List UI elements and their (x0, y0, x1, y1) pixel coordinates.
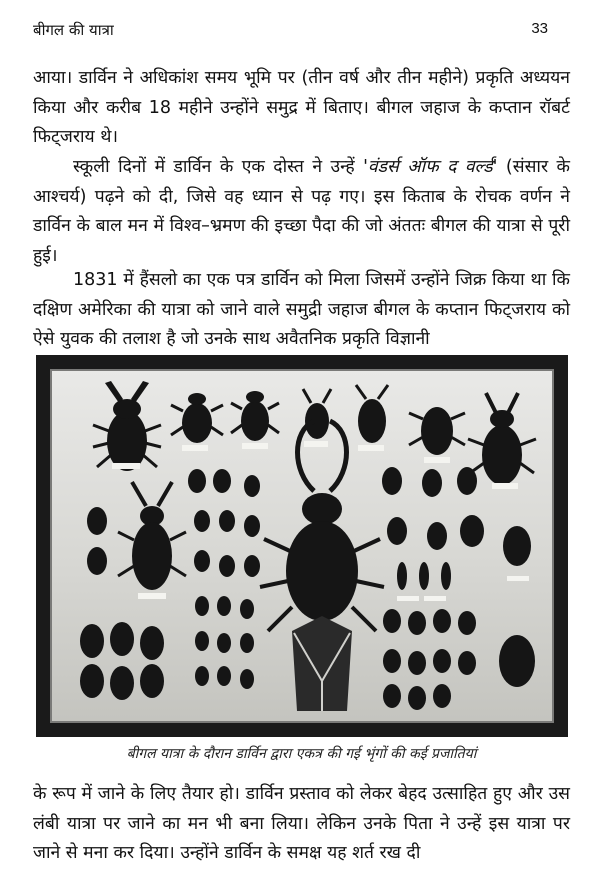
small-beetles-right (382, 467, 535, 710)
paragraph-4: के रूप में जाने के लिए तैयार हो। डार्विन प्रस्ताव को लेकर बेहद उत्साहित हुए और उस लंबी यात्रा पर जाने का मन भी बना लिया। लेकिन उनके पिता ने उन्हें इस यात्रा पर जाने से मना कर दिया। उन्होंने डार्विन के समक्ष यह शर्त रख दी (33, 784, 570, 863)
figure-caption: बीगल यात्रा के दौरान डार्विन द्वारा एकत्र की गई भृंगों की कई प्रजातियां (126, 746, 477, 762)
small-beetles-left (80, 469, 260, 700)
running-title: बीगल की यात्रा (33, 21, 114, 39)
page-header (33, 20, 548, 42)
page-number: 33 (531, 20, 548, 37)
paragraph-3: 1831 में हैंसलो का एक पत्र डार्विन को मिला जिसमें उन्होंने जिक्र किया था कि दक्षिण अमेरिका की यात्रा को जाने वाले समुद्री जहाज बीगल के कप्तान फिट्जराय को ऐसे युवक की तलाश है जो उनके साथ अवैतनिक प्रकृति विज्ञानी (33, 270, 570, 349)
display-case (50, 369, 554, 723)
book-title: 'वंडर्स ऑफ द वर्ल्ड' (363, 157, 498, 177)
beetle-specimens-image (52, 371, 552, 721)
beetle-collection-figure (36, 355, 568, 737)
giant-stag-beetle (260, 421, 384, 631)
paragraph-1: आया। डार्विन ने अधिकांश समय भूमि पर (तीन वर्ष और तीन महीने) प्रकृति अध्ययन किया और करीब 18 महीने उन्होंने समुद्र में बिताए। बीगल जहाज के कप्तान रॉबर्ट फिट्जराय थे। (33, 68, 570, 147)
stag-beetle-top-left (93, 381, 161, 471)
paragraph-2-text-b: (संसार के आश्चर्य) पढ़ने को दी, जिसे वह ध्यान से पढ़ गए। इस किताब के रोचक वर्णन ने डार्विन के बाल मन में विश्व–भ्रमण की इच्छा पैदा की जो अंततः बीगल की यात्रा से पूरी हुई। (33, 157, 570, 266)
paragraph-2 (33, 153, 570, 271)
paragraph-2-text-a: स्कूली दिनों में डार्विन के एक दोस्त ने उन्हें (73, 157, 364, 177)
stag-beetle-top-right (468, 393, 536, 485)
